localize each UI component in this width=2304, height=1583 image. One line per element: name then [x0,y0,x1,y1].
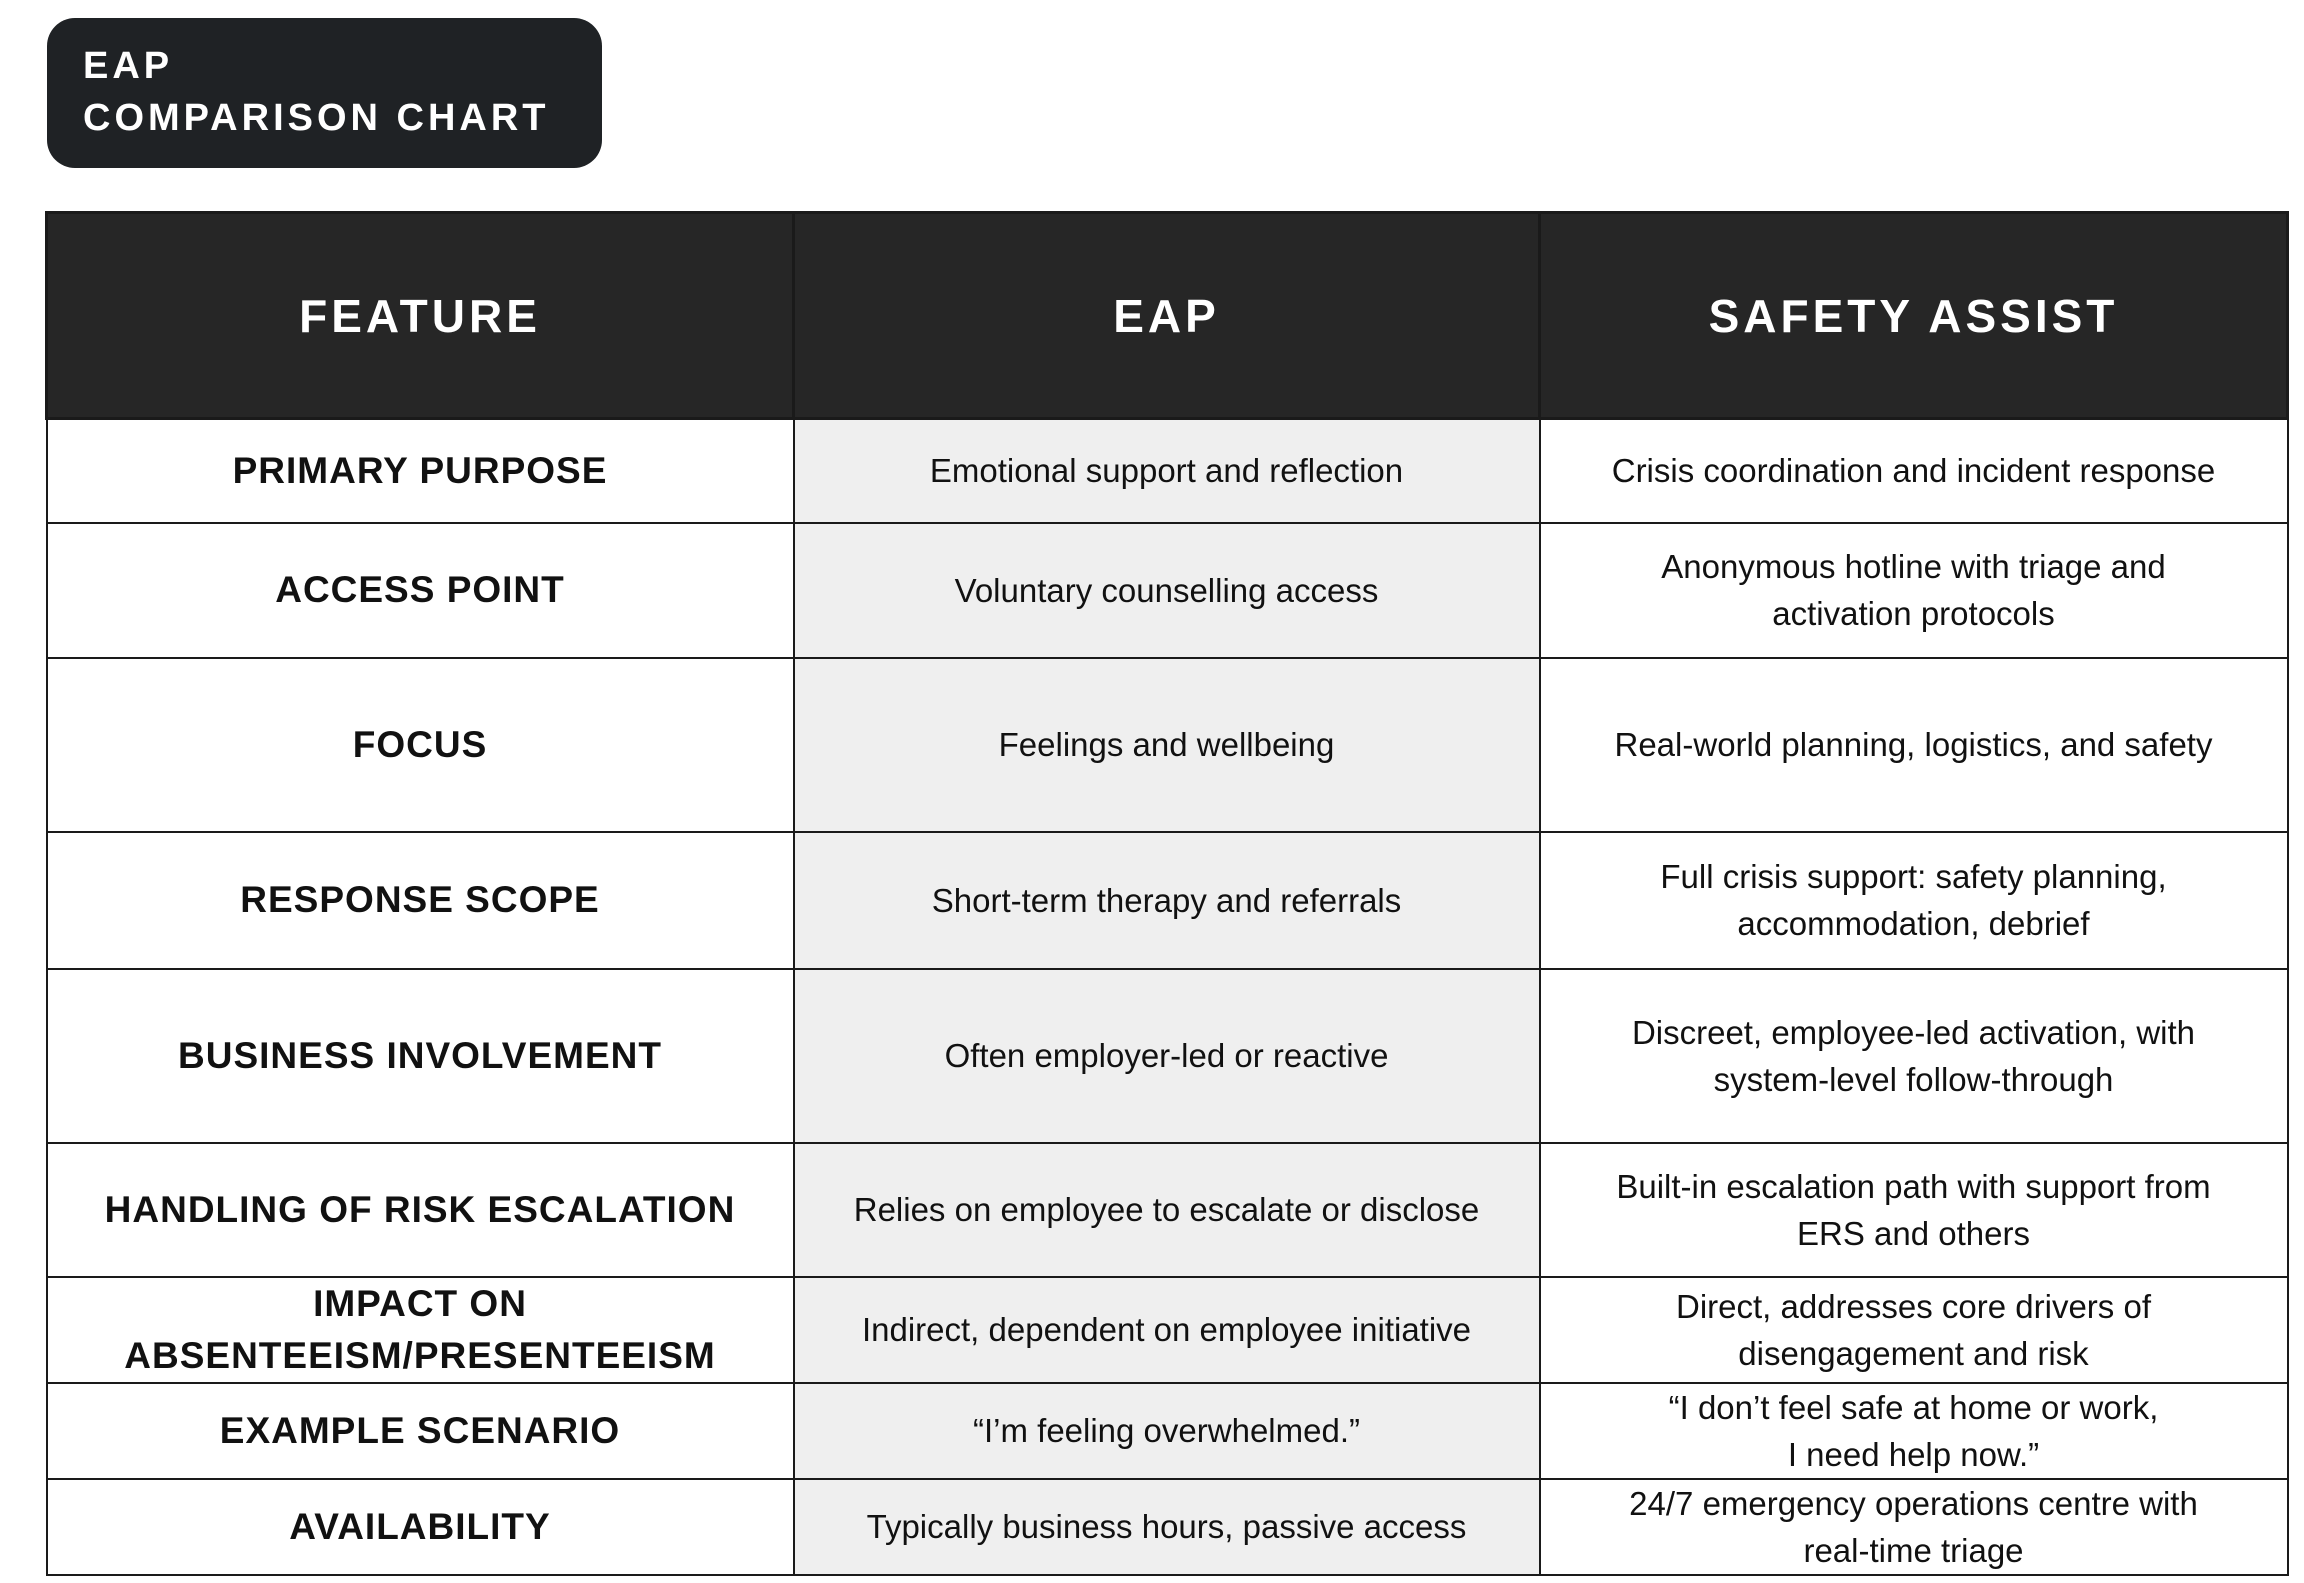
safety-assist-line: disengagement and risk [1738,1334,2089,1372]
table-header-row [47,213,2288,419]
eap-cell: Feelings and wellbeing [794,658,1540,832]
safety-assist-line: I need help now.” [1787,1435,2040,1473]
comparison-table [45,211,2289,1576]
safety-assist-cell [1540,832,2288,969]
safety-assist-line: Crisis coordination and incident response [1611,452,2216,490]
feature-cell: PRIMARY PURPOSE [47,419,794,523]
header-feature: FEATURE [47,213,794,419]
feature-cell: BUSINESS INVOLVEMENT [47,969,794,1143]
table-row-primary-purpose [47,419,2288,523]
table-row-access-point [47,523,2288,658]
safety-assist-cell [1540,1277,2288,1383]
safety-assist-cell [1540,523,2288,658]
feature-cell: RESPONSE SCOPE [47,832,794,969]
table-row-availability [47,1479,2288,1575]
feature-line: IMPACT ON [313,1282,527,1324]
eap-cell: Emotional support and reflection [794,419,1540,523]
safety-assist-line: Built-in escalation path with support from [1616,1167,2211,1205]
table-row-business-involvement [47,969,2288,1143]
safety-assist-cell [1540,1383,2288,1479]
safety-assist-line: Full crisis support: safety planning, [1660,858,2167,895]
table-row-response-scope [47,832,2288,969]
safety-assist-line: accommodation, debrief [1737,905,2090,942]
safety-assist-line: ERS and others [1797,1214,2030,1252]
feature-line: ABSENTEEISM/PRESENTEEISM [124,1334,716,1376]
safety-assist-line: 24/7 emergency operations centre with [1629,1484,2198,1522]
table-row-impact-absenteeism [47,1277,2288,1383]
chart-title-line-2: COMPARISON CHART [83,97,550,139]
feature-cell: EXAMPLE SCENARIO [47,1383,794,1479]
feature-cell [47,1277,794,1383]
safety-assist-cell [1540,969,2288,1143]
feature-cell: AVAILABILITY [47,1479,794,1575]
safety-assist-cell [1540,658,2288,832]
safety-assist-cell [1540,1143,2288,1277]
feature-cell: ACCESS POINT [47,523,794,658]
safety-assist-line: “I don’t feel safe at home or work, [1668,1388,2159,1426]
eap-cell: Often employer-led or reactive [794,969,1540,1143]
chart-title-line-1: EAP [83,45,174,87]
eap-cell: “I’m feeling overwhelmed.” [794,1383,1540,1479]
safety-assist-line: Anonymous hotline with triage and [1661,548,2166,585]
safety-assist-line: real-time triage [1803,1531,2024,1569]
safety-assist-line: system-level follow-through [1713,1060,2114,1098]
safety-assist-line: Real-world planning, logistics, and safety [1614,726,2213,763]
eap-cell: Typically business hours, passive access [794,1479,1540,1575]
safety-assist-line: Direct, addresses core drivers of [1675,1287,2151,1325]
eap-cell: Relies on employee to escalate or disclose [794,1143,1540,1277]
chart-title-badge [47,18,602,168]
eap-cell: Indirect, dependent on employee initiative [794,1277,1540,1383]
safety-assist-line: Discreet, employee-led activation, with [1631,1013,2196,1051]
eap-cell: Voluntary counselling access [794,523,1540,658]
safety-assist-cell [1540,419,2288,523]
header-eap: EAP [794,213,1540,419]
table-row-focus [47,658,2288,832]
feature-cell: HANDLING OF RISK ESCALATION [47,1143,794,1277]
safety-assist-line: activation protocols [1772,595,2055,632]
table-row-risk-escalation [47,1143,2288,1277]
safety-assist-cell [1540,1479,2288,1575]
table-row-example-scenario [47,1383,2288,1479]
eap-cell: Short-term therapy and referrals [794,832,1540,969]
feature-cell: FOCUS [47,658,794,832]
header-safety-assist: SAFETY ASSIST [1540,213,2288,419]
